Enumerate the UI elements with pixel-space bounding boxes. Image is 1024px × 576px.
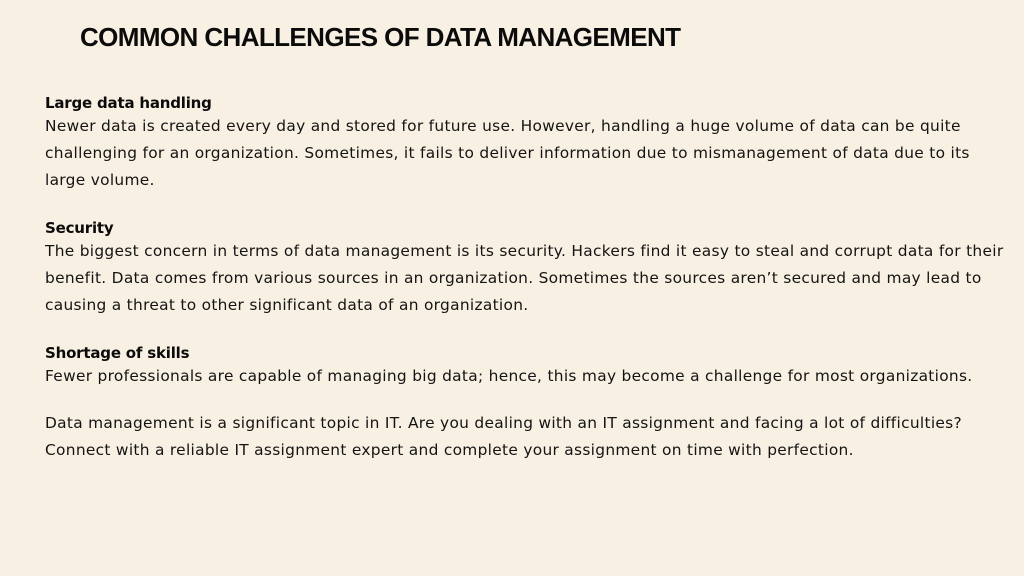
section-shortage-of-skills	[45, 343, 1005, 390]
closing-paragraph: Data management is a significant topic in IT. Are you dealing with an IT assignment and facing a lot of difficulties? Connect with a reliable IT assignment expert and complete your assignment on time with perfection.	[45, 414, 962, 459]
section-heading: Large data handling	[45, 94, 212, 112]
slide-content	[45, 93, 1005, 464]
section-body: Newer data is created every day and stored for future use. However, handling a huge volume of data can be quite challenging for an organization. Sometimes, it fails to deliver information due to mismanagement of data due to its large volume.	[45, 117, 970, 189]
section-body: The biggest concern in terms of data management is its security. Hackers find it easy to steal and corrupt data for their benefit. Data comes from various sources in an organization. Sometimes the sources aren’t secured and may lead to causing a threat to other significant data of an organization.	[45, 242, 1004, 314]
section-security	[45, 218, 1005, 319]
section-body: Fewer professionals are capable of managing big data; hence, this may become a challenge for most organizations.	[45, 367, 973, 385]
slide-title: COMMON CHALLENGES OF DATA MANAGEMENT	[80, 22, 681, 52]
section-large-data-handling	[45, 93, 1005, 194]
section-heading: Security	[45, 219, 114, 237]
section-heading: Shortage of skills	[45, 344, 190, 362]
